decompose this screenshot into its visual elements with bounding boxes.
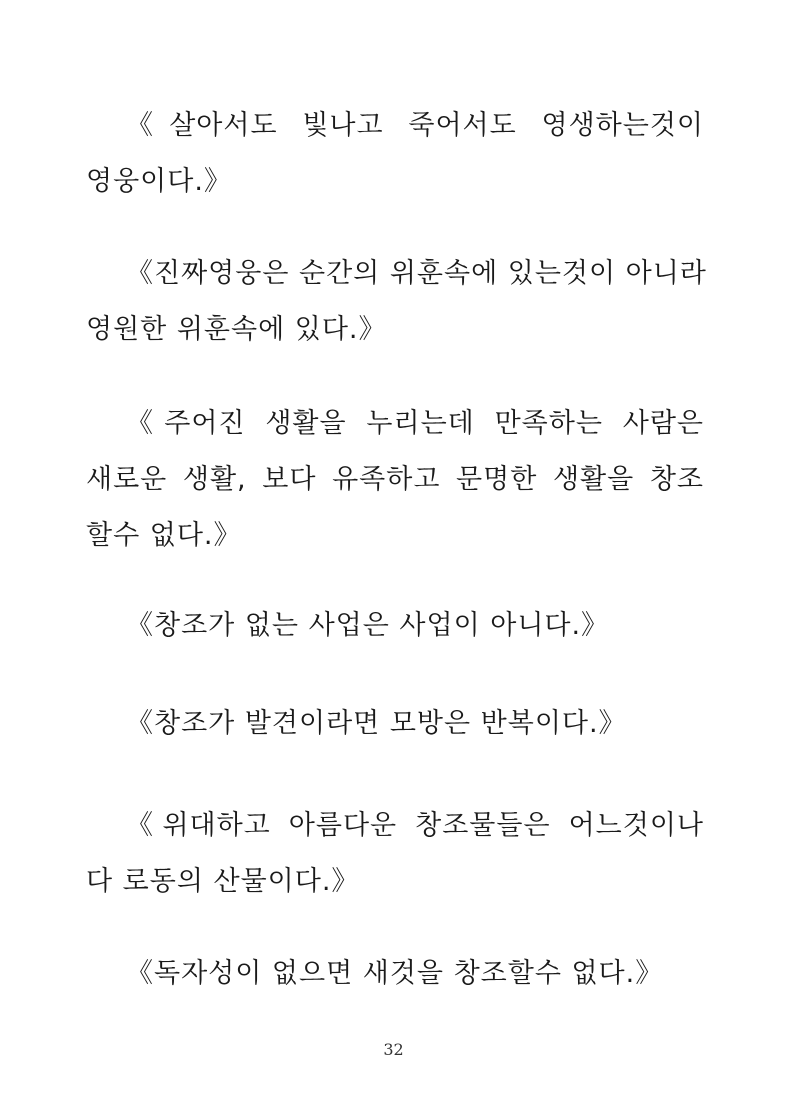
quote-2 [86,258,707,345]
quote-line: 영웅이다.》 [86,166,232,197]
quote-line: 영원한 위훈속에 있다.》 [86,314,387,345]
quote-line: 《주어진 생활을 누리는데 만족하는 사람은 [126,408,704,439]
quote-line: 《위대하고 아름다운 창조물들은 어느것이나 [126,810,704,841]
quote-line: 새로운 생활, 보다 유족하고 문명한 생활을 창조 [86,464,704,495]
quote-line: 《진짜영웅은 순간의 위훈속에 있는것이 아니라 [126,258,707,289]
quote-line: 《창조가 없는 사업은 사업이 아니다.》 [126,610,610,641]
quote-6 [86,812,704,895]
quote-4 [86,612,704,639]
quote-line: 《창조가 발견이라면 모방은 반복이다.》 [126,708,627,739]
quote-line: 《독자성이 없으면 새것을 창조할수 없다.》 [126,958,664,989]
quote-line: 다 로동의 산물이다.》 [86,866,360,897]
page-number: 32 [383,1040,404,1059]
quote-7 [86,960,704,987]
quote-3 [86,410,704,549]
quote-line: 《살아서도 빛나고 죽어서도 영생하는것이 [126,110,704,141]
quote-1 [86,112,704,195]
quote-line: 할수 없다.》 [86,520,242,551]
quote-5 [86,710,704,737]
